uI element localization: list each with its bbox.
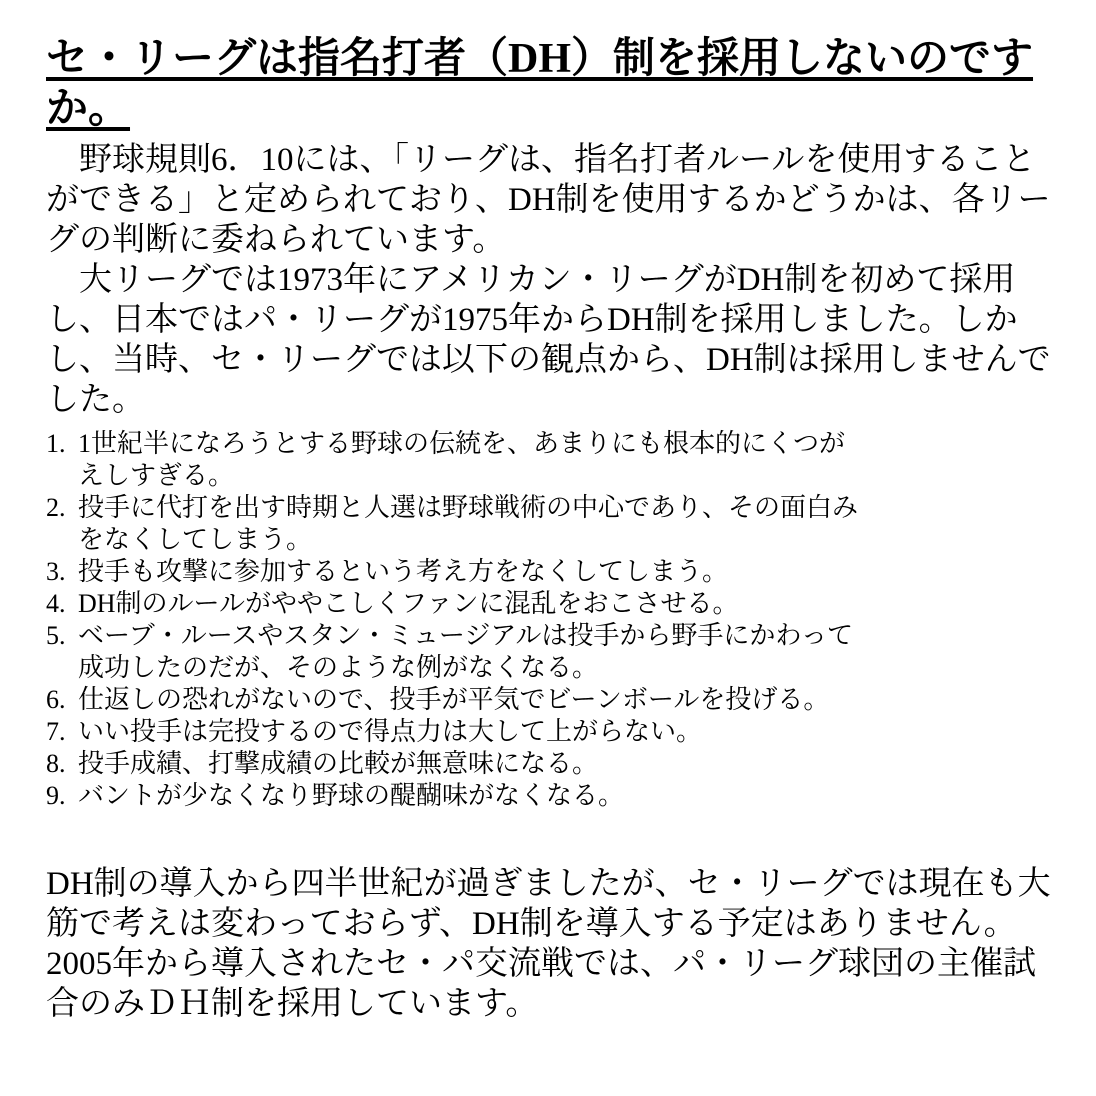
reason-item-4: 4. DH制のルールがややこしくファンに混乱をおこさせる。 [72, 588, 858, 620]
reason-item-8: 8. 投手成績、打撃成績の比較が無意味になる。 [72, 748, 858, 780]
closing-paragraph-interleague: 2005年から導入されたセ・パ交流戦では、パ・リーグ球団の主催試合のみＤＨ制を採用しています。 [46, 946, 1036, 1022]
reason-item-6: 6. 仕返しの恐れがないので、投手が平気でビーンボールを投げる。 [72, 684, 858, 716]
reason-item-9: 9. バントが少なくなり野球の醍醐味がなくなる。 [72, 780, 858, 812]
intro-paragraph-rule: 野球規則6．10には、「リーグは、指名打者ルールを使用することができる」と定められており、DH制を使用するかどうかは、各リーグの判断に委ねられています。 [46, 142, 1051, 258]
closing-section [46, 864, 1056, 1024]
reason-item-2: 2. 投手に代打を出す時期と人選は野球戦術の中心であり、その面白みをなくしてしまう。 [72, 492, 858, 556]
reasons-list [46, 428, 858, 812]
intro-paragraph-history: 大リーグでは1973年にアメリカン・リーグがDH制を初めて採用し、日本ではパ・リーグが1975年からDH制を採用しました。しかし、当時、セ・リーグでは以下の観点から、DH制は採用しませんでした。 [46, 262, 1051, 418]
reason-item-1: 1. 1世紀半になろうとする野球の伝統を、あまりにも根本的にくつがえしすぎる。 [72, 428, 858, 492]
closing-paragraph-current-stance: DH制の導入から四半世紀が過ぎましたが、セ・リーグでは現在も大筋で考えは変わっておらず、DH制を導入する予定はありません。 [46, 866, 1051, 942]
reason-item-7: 7. いい投手は完投するので得点力は大して上がらない。 [72, 716, 858, 748]
page-title: セ・リーグは指名打者（DH）制を採用しないのですか。 [46, 36, 1034, 132]
reason-item-3: 3. 投手も攻撃に参加するという考え方をなくしてしまう。 [72, 556, 858, 588]
reason-item-5: 5. ベーブ・ルースやスタン・ミュージアルは投手から野手にかわって成功したのだが、そのような例がなくなる。 [72, 620, 858, 684]
